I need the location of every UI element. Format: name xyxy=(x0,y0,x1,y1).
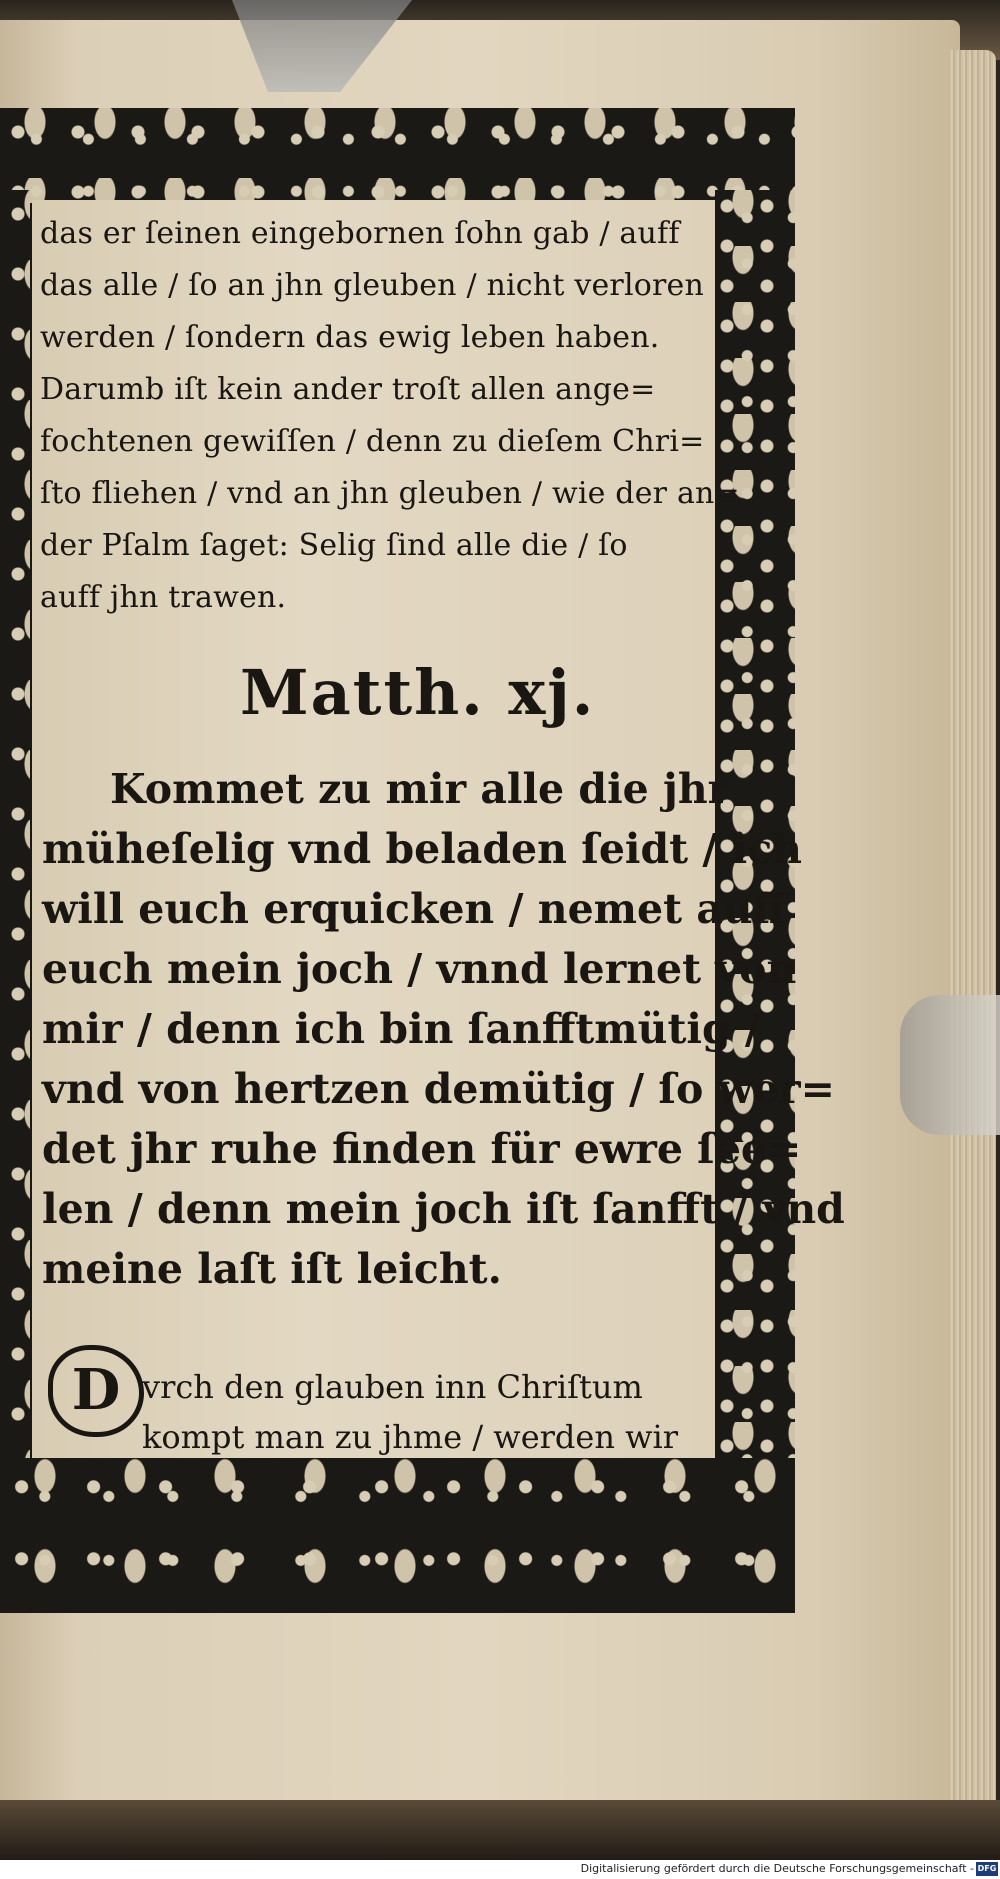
body-line: Darumb iſt kein ander troſt allen ange= xyxy=(40,372,656,407)
body-line: werden / ſondern das ewig leben haben. xyxy=(40,320,660,355)
verse-line: will euch erquicken / nemet auff xyxy=(42,885,787,933)
verse-line: Kommet zu mir alle die jhr xyxy=(110,765,730,813)
bottom-shadow xyxy=(0,1800,1000,1864)
body-line: das er ſeinen eingebornen ſohn gab / auff xyxy=(40,216,680,251)
digitization-credit: Digitalisierung gefördert durch die Deutsche Forschungsgemeinschaft - xyxy=(580,1862,974,1875)
closing-line: vrch den glauben inn Chriſtum xyxy=(142,1368,643,1406)
verse-line: vnd von hertzen demütig / ſo wer= xyxy=(42,1065,835,1113)
section-heading: Matth. xj. xyxy=(240,656,596,729)
top-ornament-border xyxy=(0,108,795,203)
verse-line: len / denn mein joch iſt ſanfft / vnd xyxy=(42,1185,845,1233)
verse-line: meine laſt iſt leicht. xyxy=(42,1245,502,1293)
closing-line: kompt man zu jhme / werden wir xyxy=(142,1418,679,1456)
verse-line: euch mein joch / vnnd lernet von xyxy=(42,945,797,993)
dfg-logo-badge: DFG xyxy=(976,1862,998,1876)
left-ornament-border xyxy=(0,190,30,1470)
body-line: auff jhn trawen. xyxy=(40,580,287,615)
verse-line: müheſelig vnd beladen ſeidt / ich xyxy=(42,825,802,873)
body-line: ſto fliehen / vnd an jhn gleuben / wie der an= xyxy=(40,476,740,511)
page-edges xyxy=(950,50,996,1810)
bottom-ornament-border xyxy=(0,1458,795,1613)
decorated-initial: D xyxy=(48,1345,144,1437)
body-line: fochtenen gewiſſen / denn zu dieſem Chri= xyxy=(40,424,705,459)
side-clip xyxy=(900,995,1000,1135)
body-line: der Pſalm ſaget: Selig ſind alle die / ſo xyxy=(40,528,628,563)
body-line: das alle / ſo an jhn gleuben / nicht verloren xyxy=(40,268,705,303)
verse-line: mir / denn ich bin ſanfftmütig / xyxy=(42,1005,760,1053)
verse-line: det jhr ruhe finden für ewre ſee= xyxy=(42,1125,802,1173)
